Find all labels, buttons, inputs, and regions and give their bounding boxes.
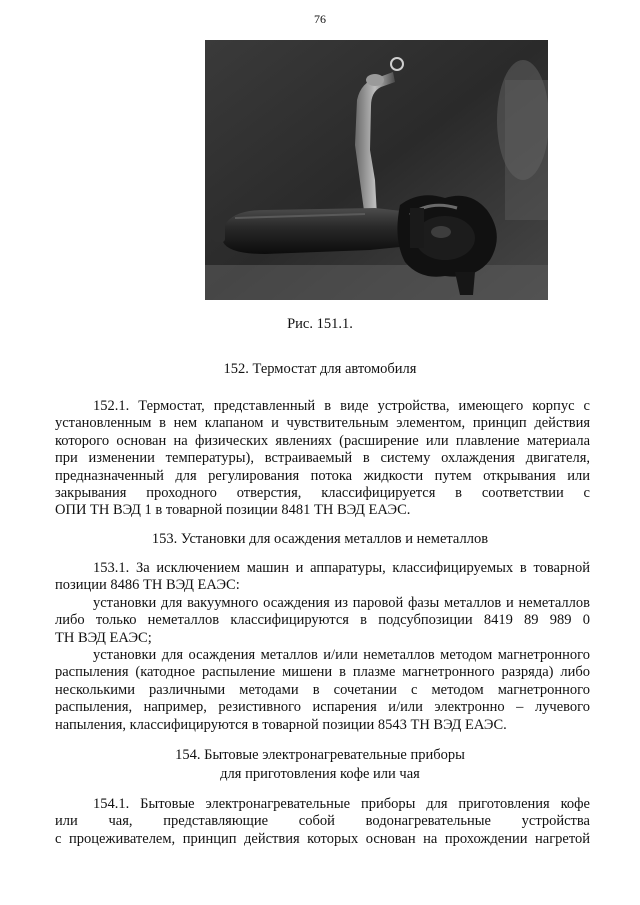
section-heading-153 (0, 530, 640, 549)
section-heading-line: 153. Установки для осаждения металлов и неметаллов (151, 531, 489, 547)
paragraph-line: позиции 8486 ТН ВЭД ЕАЭС: (55, 577, 240, 594)
paragraph-line: которого основан на физических явлениях (расширение или плавление материала (55, 432, 590, 449)
paragraph-line: ТН ВЭД ЕАЭС; (55, 629, 152, 646)
paragraph-line: установки для осаждения металлов и/или неметаллов методом магнетронного (93, 647, 590, 663)
paragraph-line: напыления, классифицируются в товарной позиции 8543 ТН ВЭД ЕАЭС. (55, 716, 507, 733)
paragraph-line: 154.1. Бытовые электронагревательные приборы для приготовления кофе (93, 796, 590, 812)
section-heading-line: для приготовления кофе или чая (220, 766, 420, 782)
paragraph-line: установки для вакуумного осаждения из паровой фазы металлов и неметаллов (93, 595, 590, 611)
paragraph-153-vacuum (55, 595, 590, 647)
paragraph-line: закрывания проходного отверстия, классифицируется в соответствии с (55, 485, 590, 502)
paragraph-line: 152.1. Термостат, представленный в виде устройства, имеющего корпус с (93, 398, 590, 414)
paragraph-153-magnetron (55, 647, 590, 734)
paragraph-line: предназначенный для регулирования потока жидкости путем открывания или (55, 467, 590, 484)
figure-caption: Рис. 151.1. (287, 316, 353, 332)
thermostat-photo-image (205, 40, 548, 300)
section-heading-154 (0, 746, 640, 784)
section-heading-line: 152. Термостат для автомобиля (223, 361, 417, 377)
paragraph-line: при изменении температуры), встраиваемый в систему охлаждения двигателя, (55, 450, 590, 467)
paragraph-line: установленным в нем клапаном и чувствительным элементом, принцип действия (55, 415, 590, 432)
paragraph-line: либо только неметаллов классифицируются в подсубпозиции 8419 89 989 0 (55, 612, 590, 629)
paragraph-line: с процеживателем, принцип действия которых основан на прохождении нагретой (55, 830, 590, 847)
section-heading-line: 154. Бытовые электронагревательные приборы (175, 747, 465, 763)
paragraph-152-1 (55, 398, 590, 520)
paragraph-line: или чая, представляющие собой водонагревательные устройства (55, 813, 590, 830)
page-number: 76 (314, 12, 326, 26)
paragraph-line: распыления, например, резистивного испарения и/или электронно – лучевого (55, 699, 590, 716)
thermostat-photo (205, 40, 548, 300)
paragraph-line: несколькими различными методами в сочетании с методом магнетронного (55, 681, 590, 698)
paragraph-line: ОПИ ТН ВЭД 1 в товарной позиции 8481 ТН ВЭД ЕАЭС. (55, 502, 411, 519)
paragraph-line: 153.1. За исключением машин и аппаратуры, классифицируемых в товарной (93, 560, 590, 576)
paragraph-153-1 (55, 560, 590, 595)
paragraph-line: распыления (катодное распыление мишени в плазме магнетронного разряда) либо (55, 664, 590, 681)
paragraph-154-1 (55, 796, 590, 848)
section-heading-152 (0, 360, 640, 379)
